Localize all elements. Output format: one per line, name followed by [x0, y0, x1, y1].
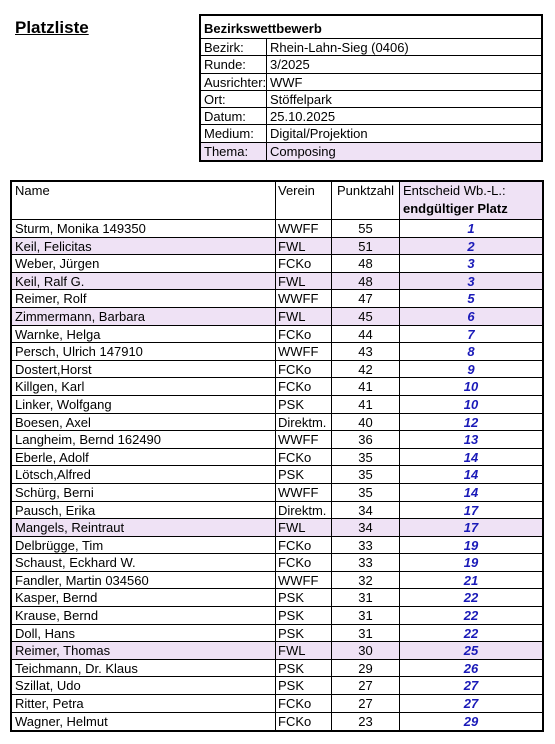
table-row [12, 273, 542, 291]
cell-platz: 19 [463, 555, 479, 571]
cell-verein: WWFF [276, 290, 332, 307]
table-row [12, 589, 542, 607]
info-value: Rhein-Lahn-Sieg (0406) [270, 40, 409, 55]
cell-verein: PSK [276, 607, 332, 624]
cell-name: Mangels, Reintraut [12, 519, 276, 536]
cell-name: Pausch, Erika [12, 502, 276, 519]
info-value: 3/2025 [270, 57, 310, 73]
cell-verein: WWFF [276, 343, 332, 360]
cell-punktzahl: 27 [332, 695, 400, 712]
cell-verein: FCKo [276, 695, 332, 712]
cell-verein: PSK [276, 625, 332, 642]
header-verein: Verein [276, 182, 332, 219]
cell-platz: 27 [463, 678, 479, 694]
cell-name: Keil, Ralf G. [12, 273, 276, 290]
table-header [12, 182, 542, 220]
table-row [12, 431, 542, 449]
cell-punktzahl: 33 [332, 537, 400, 554]
table-row [12, 361, 542, 379]
table-row [12, 255, 542, 273]
cell-punktzahl: 47 [332, 290, 400, 307]
table-row [12, 713, 542, 731]
info-label: Ort: [201, 91, 267, 107]
header-platz [400, 182, 542, 219]
cell-punktzahl: 30 [332, 642, 400, 659]
cell-verein: PSK [276, 660, 332, 677]
cell-platz: 1 [467, 221, 475, 236]
cell-verein: FWL [276, 273, 332, 290]
cell-platz: 22 [463, 608, 479, 624]
cell-platz: 8 [467, 344, 475, 360]
cell-platz: 6 [400, 308, 542, 325]
cell-punktzahl: 31 [332, 625, 400, 642]
info-value: Stöffelpark [270, 91, 332, 107]
cell-punktzahl: 35 [332, 449, 400, 466]
cell-name: Krause, Bernd [12, 607, 276, 624]
cell-verein: PSK [276, 396, 332, 413]
cell-punktzahl: 31 [332, 607, 400, 624]
cell-punktzahl: 55 [332, 220, 400, 237]
cell-name: Langheim, Bernd 162490 [12, 431, 276, 448]
table-row [12, 695, 542, 713]
table-row [12, 238, 542, 256]
table-row [12, 660, 542, 678]
cell-verein: FCKo [276, 326, 332, 343]
cell-punktzahl: 48 [332, 255, 400, 272]
cell-name: Eberle, Adolf [12, 449, 276, 466]
cell-punktzahl: 51 [332, 238, 400, 255]
cell-verein: FCKo [276, 713, 332, 731]
info-label: Datum: [201, 108, 267, 124]
cell-punktzahl: 40 [332, 414, 400, 431]
table-row [12, 537, 542, 555]
info-heading: Bezirkswettbewerb [201, 16, 541, 39]
cell-verein: FCKo [276, 449, 332, 466]
info-label: Ausrichter: [201, 74, 267, 90]
info-value: WWF [270, 74, 303, 90]
cell-name: Delbrügge, Tim [12, 537, 276, 554]
cell-verein: FWL [276, 308, 332, 325]
cell-verein: FWL [276, 238, 332, 255]
cell-platz: 7 [467, 326, 475, 342]
cell-punktzahl: 35 [332, 466, 400, 483]
cell-punktzahl: 34 [332, 502, 400, 519]
cell-name: Ritter, Petra [12, 695, 276, 712]
table-row [12, 290, 542, 308]
cell-punktzahl: 31 [332, 589, 400, 606]
info-row [201, 143, 541, 160]
info-rows [201, 39, 541, 160]
cell-platz: 22 [463, 590, 479, 606]
cell-punktzahl: 44 [332, 326, 400, 343]
info-label: Runde: [201, 56, 267, 72]
header-platz-line2: endgültiger Platz [403, 201, 508, 216]
cell-punktzahl: 32 [332, 572, 400, 589]
table-row [12, 378, 542, 396]
cell-punktzahl: 34 [332, 519, 400, 536]
cell-name: Killgen, Karl [12, 378, 276, 395]
cell-verein: Direktm. [276, 502, 332, 519]
cell-name: Dostert,Horst [12, 361, 276, 378]
info-row [201, 74, 541, 91]
table-row [12, 677, 542, 695]
table-row [12, 343, 542, 361]
cell-name: Warnke, Helga [12, 326, 276, 343]
header-platz-line1: Entscheid Wb.-L.: [403, 183, 506, 198]
cell-platz: 13 [463, 432, 479, 448]
table-row [12, 554, 542, 572]
info-row [201, 39, 541, 56]
cell-platz: 17 [400, 519, 542, 536]
table-row [12, 502, 542, 520]
info-value: 25.10.2025 [270, 109, 336, 125]
cell-verein: PSK [276, 466, 332, 483]
cell-punktzahl: 45 [332, 308, 400, 325]
table-row [12, 572, 542, 590]
cell-platz: 2 [400, 238, 542, 255]
cell-punktzahl: 42 [332, 361, 400, 378]
cell-verein: Direktm. [276, 414, 332, 431]
cell-verein: FWL [276, 642, 332, 659]
table-row [12, 449, 542, 467]
table-row [12, 484, 542, 502]
cell-name: Doll, Hans [12, 625, 276, 642]
cell-verein: FCKo [276, 537, 332, 554]
cell-name: Linker, Wolfgang [12, 396, 276, 413]
table-row [12, 308, 542, 326]
info-label: Thema: [201, 143, 267, 160]
cell-verein: WWFF [276, 431, 332, 448]
cell-platz: 17 [463, 502, 479, 518]
table-row [12, 220, 542, 238]
cell-platz: 10 [463, 396, 479, 412]
competition-info-box [199, 14, 543, 162]
table-row [12, 326, 542, 344]
cell-platz: 19 [463, 537, 479, 553]
cell-punktzahl: 48 [332, 273, 400, 290]
cell-punktzahl: 35 [332, 484, 400, 501]
cell-punktzahl: 36 [332, 431, 400, 448]
cell-platz: 9 [467, 361, 475, 377]
info-label: Bezirk: [201, 39, 267, 55]
cell-platz: 10 [463, 379, 479, 395]
cell-platz: 5 [467, 291, 475, 307]
cell-platz: 3 [467, 256, 475, 272]
cell-platz: 26 [463, 660, 479, 676]
cell-verein: FCKo [276, 378, 332, 395]
cell-platz: 22 [463, 625, 479, 641]
table-row [12, 396, 542, 414]
cell-punktzahl: 43 [332, 343, 400, 360]
cell-verein: FCKo [276, 255, 332, 272]
cell-platz: 14 [463, 467, 479, 483]
ranking-table [10, 180, 544, 732]
cell-verein: FWL [276, 519, 332, 536]
cell-name: Schaust, Eckhard W. [12, 554, 276, 571]
cell-platz: 27 [463, 696, 479, 712]
cell-verein: WWFF [276, 484, 332, 501]
cell-platz: 14 [463, 484, 479, 500]
cell-name: Persch, Ulrich 147910 [12, 343, 276, 360]
info-value: Digital/Projektion [270, 126, 368, 142]
cell-verein: WWFF [276, 220, 332, 237]
cell-punktzahl: 41 [332, 396, 400, 413]
cell-punktzahl: 23 [332, 713, 400, 731]
info-row [201, 108, 541, 125]
table-row [12, 519, 542, 537]
info-row [201, 56, 541, 73]
cell-verein: FCKo [276, 361, 332, 378]
cell-platz: 14 [463, 449, 479, 465]
cell-verein: FCKo [276, 554, 332, 571]
cell-verein: PSK [276, 677, 332, 694]
cell-name: Reimer, Rolf [12, 290, 276, 307]
table-body [12, 220, 542, 730]
table-row [12, 414, 542, 432]
cell-name: Reimer, Thomas [12, 642, 276, 659]
cell-verein: PSK [276, 589, 332, 606]
cell-platz: 12 [463, 414, 479, 430]
table-row [12, 466, 542, 484]
cell-name: Boesen, Axel [12, 414, 276, 431]
info-row [201, 91, 541, 108]
info-label: Medium: [201, 125, 267, 141]
cell-punktzahl: 29 [332, 660, 400, 677]
table-row [12, 625, 542, 643]
info-value: Composing [270, 143, 336, 159]
cell-name: Weber, Jürgen [12, 255, 276, 272]
cell-name: Sturm, Monika 149350 [12, 220, 276, 237]
cell-name: Zimmermann, Barbara [12, 308, 276, 325]
cell-platz: 25 [400, 642, 542, 659]
cell-name: Wagner, Helmut [12, 713, 276, 731]
cell-name: Szillat, Udo [12, 677, 276, 694]
cell-platz: 21 [463, 572, 479, 588]
cell-platz: 3 [400, 273, 542, 290]
cell-name: Kasper, Bernd [12, 589, 276, 606]
header-name: Name [12, 182, 276, 219]
cell-verein: WWFF [276, 572, 332, 589]
table-row [12, 642, 542, 660]
cell-platz: 29 [463, 713, 479, 729]
cell-name: Fandler, Martin 034560 [12, 572, 276, 589]
cell-punktzahl: 41 [332, 378, 400, 395]
cell-punktzahl: 27 [332, 677, 400, 694]
cell-name: Teichmann, Dr. Klaus [12, 660, 276, 677]
header-punktzahl: Punktzahl [332, 182, 400, 219]
cell-name: Schürg, Berni [12, 484, 276, 501]
cell-punktzahl: 33 [332, 554, 400, 571]
info-row [201, 125, 541, 142]
table-row [12, 607, 542, 625]
cell-name: Lötsch,Alfred [12, 466, 276, 483]
cell-name: Keil, Felicitas [12, 238, 276, 255]
page-title: Platzliste [15, 18, 89, 37]
